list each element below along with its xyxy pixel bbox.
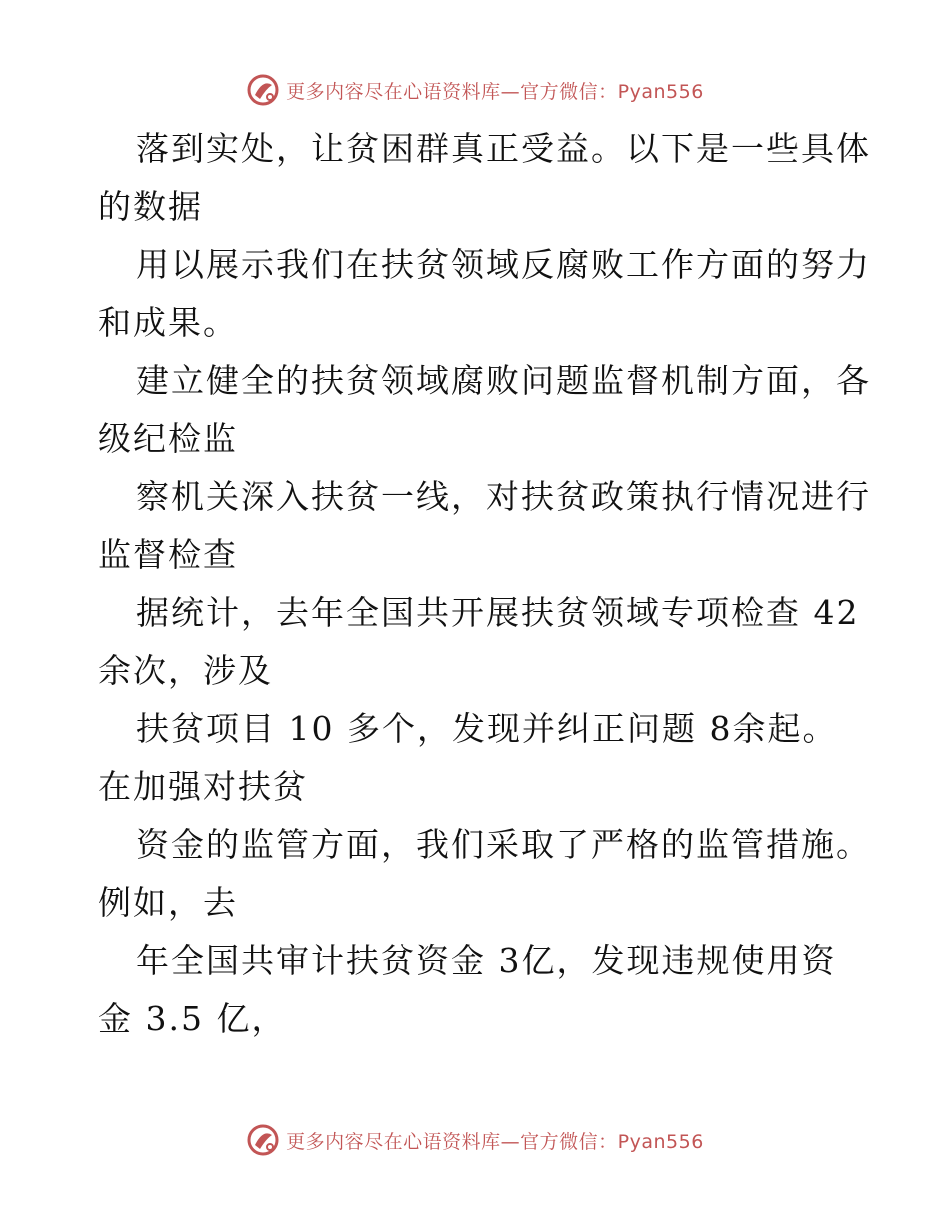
text-line: 资金的监管方面，我们采取了严格的监管措施。 <box>136 825 871 864</box>
text-line: 用以展示我们在扶贫领域反腐败工作方面的努力 <box>136 245 871 284</box>
document-body <box>98 120 871 1048</box>
text-line: 级纪检监 <box>98 419 238 458</box>
footer-banner <box>0 1122 950 1158</box>
text-line: 年全国共审计扶贫资金 3亿，发现违规使用资 <box>136 941 837 980</box>
text-line: 据统计，去年全国共开展扶贫领域专项检查 42 <box>136 593 860 632</box>
text-line: 监督检查 <box>98 535 238 574</box>
text-line: 建立健全的扶贫领域腐败问题监督机制方面，各 <box>136 361 871 400</box>
seal-logo-icon <box>246 1123 280 1157</box>
text-line: 例如，去 <box>98 883 238 922</box>
text-line: 和成果。 <box>98 303 238 342</box>
seal-logo-icon <box>246 73 280 107</box>
footer-banner-text: 更多内容尽在心语资料库—官方微信：Pyan556 <box>286 1130 704 1153</box>
text-line: 的数据 <box>98 187 203 226</box>
text-line: 金 3.5 亿， <box>98 999 287 1038</box>
text-line: 察机关深入扶贫一线，对扶贫政策执行情况进行 <box>136 477 871 516</box>
header-banner <box>0 72 950 108</box>
text-line: 在加强对扶贫 <box>98 767 308 806</box>
header-banner-text: 更多内容尽在心语资料库—官方微信：Pyan556 <box>286 80 704 103</box>
text-line: 余次，涉及 <box>98 651 273 690</box>
text-line: 扶贫项目 10 多个，发现并纠正问题 8余起。 <box>136 709 838 748</box>
text-line: 落到实处，让贫困群真正受益。以下是一些具体 <box>136 129 871 168</box>
